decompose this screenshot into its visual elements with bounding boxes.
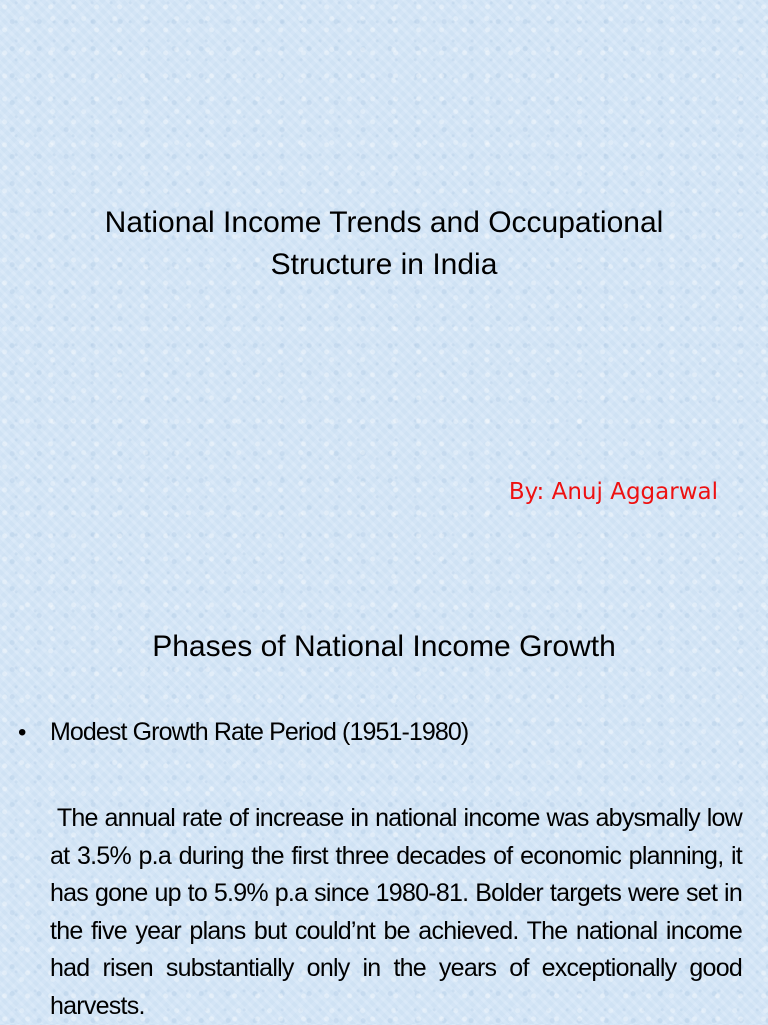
body-paragraph: The annual rate of increase in national income was abysmally low at 3.5% p.a during the first three decades of economic planning, it has gone up to 5.9% p.a since 1980-81. Bolder targets were set in the five year plans but could’nt be achieved. The national income had risen substantially only in the years of exceptionally good harvests. xyxy=(50,804,748,1020)
bullet-icon: • xyxy=(18,719,27,746)
title-slide xyxy=(0,0,768,512)
presentation-title: National Income Trends and Occupational Structure in India xyxy=(104,206,664,281)
author-credit: By: Anuj Aggarwal xyxy=(508,479,718,505)
bullet-item xyxy=(18,718,738,747)
slide-title: Phases of National Income Growth xyxy=(152,630,616,663)
bullet-text: Modest Growth Rate Period (1951-1980) xyxy=(50,718,469,746)
content-slide xyxy=(0,580,768,1024)
